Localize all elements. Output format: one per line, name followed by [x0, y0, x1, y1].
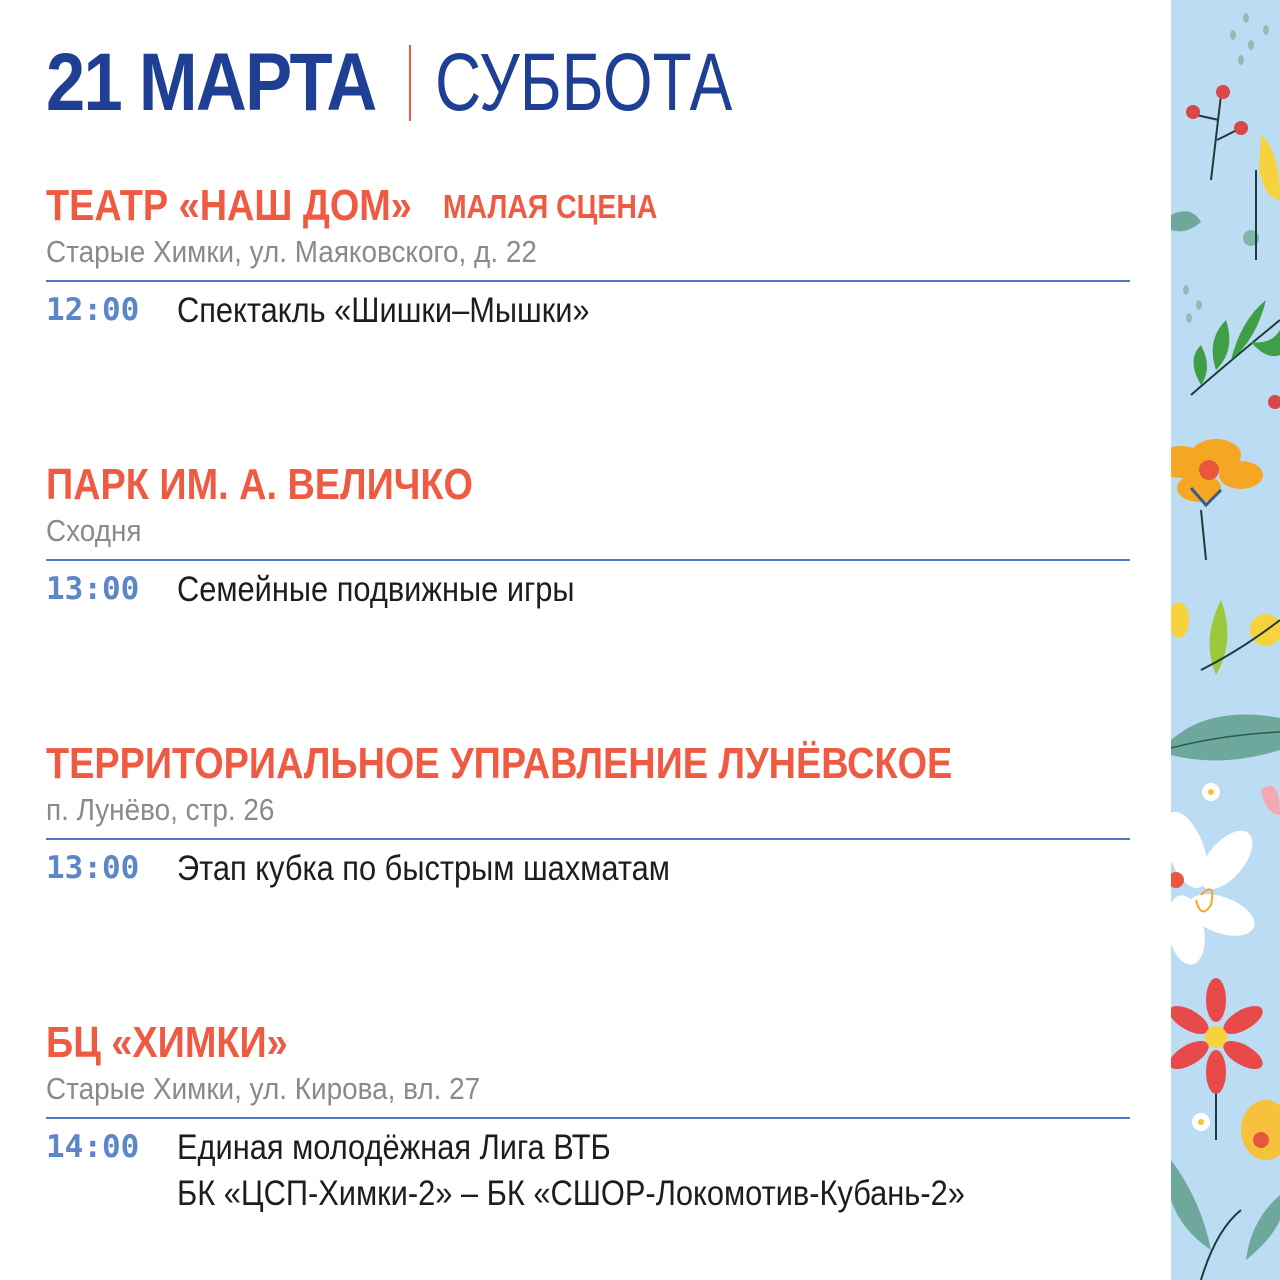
- event-line: Спектакль «Шишки–Мышки»: [177, 290, 590, 330]
- page-header: [46, 38, 816, 128]
- venue-title: ТЕАТР «НАШ ДОМ»: [46, 181, 412, 230]
- page-date: 21 МАРТА: [46, 37, 376, 128]
- event-time: 13:00: [46, 849, 140, 886]
- event-row: [46, 1125, 1130, 1217]
- white-daisy-icon: [1171, 806, 1262, 967]
- venue-divider: [46, 838, 1130, 840]
- event-time: 13:00: [46, 570, 140, 607]
- venue-block: [46, 738, 1130, 892]
- orange-flower-icon: [1171, 439, 1263, 560]
- header-divider: [409, 45, 411, 121]
- event-title: [177, 288, 590, 334]
- venue-divider: [46, 559, 1130, 561]
- event-line: Семейные подвижные игры: [177, 569, 575, 609]
- venue-block: [46, 1017, 1130, 1217]
- leaf-icon: [1191, 300, 1280, 409]
- yellow-flower-icon: [1241, 1100, 1280, 1160]
- venue-block: [46, 180, 1130, 334]
- venue-subtitle: МАЛАЯ СЦЕНА: [443, 188, 658, 225]
- yellow-tulip-icon: [1256, 135, 1280, 260]
- event-title: [177, 846, 670, 892]
- leaf-icon: [1171, 1160, 1280, 1280]
- venue-address: Старые Химки, ул. Кирова, вл. 27: [46, 1071, 481, 1106]
- floral-decor-strip: [1171, 0, 1280, 1280]
- event-time: 12:00: [46, 291, 140, 328]
- event-title: [177, 567, 575, 613]
- event-time: 14:00: [46, 1128, 140, 1165]
- leaf-icon: [1171, 211, 1201, 231]
- venue-block: [46, 459, 1130, 613]
- pink-petal-icon: [1261, 786, 1280, 815]
- venue-title: ПАРК ИМ. А. ВЕЛИЧКО: [46, 460, 473, 509]
- event-row: [46, 567, 1130, 613]
- event-line: Этап кубка по быстрым шахматам: [177, 848, 670, 888]
- venue-address: Старые Химки, ул. Маяковского, д. 22: [46, 234, 537, 269]
- venue-divider: [46, 280, 1130, 282]
- event-line: Единая молодёжная Лига ВТБ: [177, 1127, 611, 1167]
- venue-title: ТЕРРИТОРИАЛЬНОЕ УПРАВЛЕНИЕ ЛУНЁВСКОЕ: [46, 739, 953, 788]
- page-weekday: СУББОТА: [435, 37, 733, 128]
- event-row: [46, 846, 1130, 892]
- leaf-icon: [1171, 714, 1280, 760]
- venue-address: п. Лунёво, стр. 26: [46, 792, 275, 827]
- dots-icon: [1183, 13, 1269, 323]
- event-line: БК «ЦСП-Химки-2» – БК «СШОР-Локомотив-Кубань-2»: [177, 1173, 965, 1213]
- event-title: [177, 1125, 965, 1217]
- venue-divider: [46, 1117, 1130, 1119]
- event-row: [46, 288, 1130, 334]
- venue-title: БЦ «ХИМКИ»: [46, 1018, 288, 1067]
- venue-address: Сходня: [46, 513, 142, 548]
